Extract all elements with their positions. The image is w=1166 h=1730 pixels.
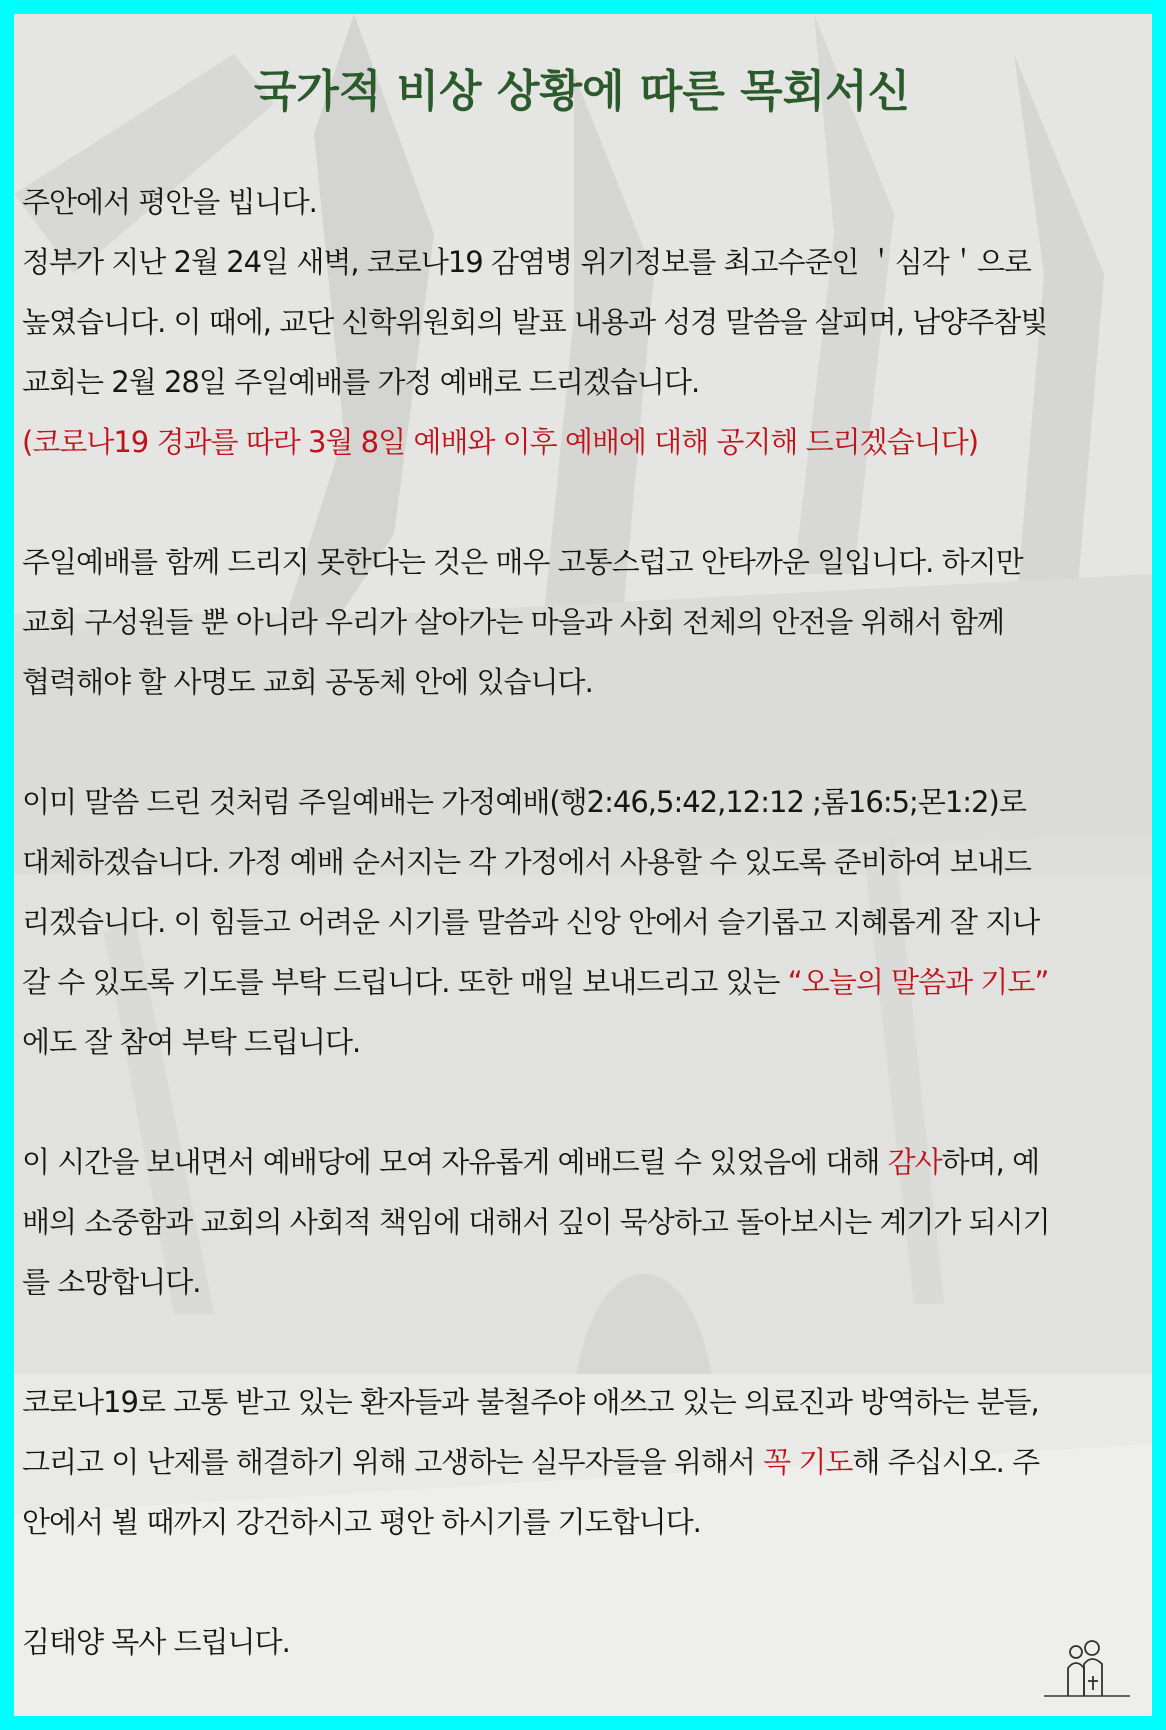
letter-content (14, 62, 1152, 1672)
paragraph-3-line-5: 에도 잘 참여 부탁 드립니다. (22, 1025, 361, 1059)
paragraph-3-line-3: 리겠습니다. 이 힘들고 어려운 시기를 말씀과 신앙 안에서 슬기롭고 지혜롭게 잘 지나 (22, 905, 1040, 939)
paragraph-3-line-2: 대체하겠습니다. 가정 예배 순서지는 각 가정에서 사용할 수 있도록 준비하여 보내드 (22, 845, 1031, 879)
paragraph-4-line-1 (22, 1132, 1142, 1192)
paragraph-gap (22, 472, 1142, 532)
paragraph-5-line-1: 코로나19로 고통 받고 있는 환자들과 불철주야 애쓰고 있는 의료진과 방역하는 분들, (22, 1385, 1039, 1419)
signature-line: 김태양 목사 드립니다. (22, 1625, 290, 1659)
greeting-line: 주안에서 평안을 빕니다. (22, 185, 317, 219)
paragraph-1-line-3: 교회는 2월 28일 주일예배를 가정 예배로 드리겠습니다. (22, 365, 700, 399)
paragraph-5-line-2 (22, 1432, 1142, 1492)
thanks-highlight: 감사 (887, 1145, 942, 1179)
paragraph-2-line-3: 협력해야 할 사명도 교회 공동체 안에 있습니다. (22, 665, 593, 699)
paragraph-3-line-4 (22, 952, 1142, 1012)
paragraph-4-line-3: 를 소망합니다. (22, 1265, 201, 1299)
paragraph-1-line-2: 높였습니다. 이 때에, 교단 신학위원회의 발표 내용과 성경 말씀을 살피며, 남양주참빛 (22, 305, 1048, 339)
paragraph-gap (22, 1072, 1142, 1132)
paragraph-gap (22, 1312, 1142, 1372)
paragraph-4-line-1-text-b: 하며, 예 (941, 1145, 1040, 1179)
paragraph-4-line-2: 배의 소중함과 교회의 사회적 책임에 대해서 깊이 묵상하고 돌아보시는 계기가 되시기 (22, 1205, 1050, 1239)
paragraph-4-line-1-text-a: 이 시간을 보내면서 예배당에 모여 자유롭게 예배드릴 수 있었음에 대해 (22, 1145, 888, 1179)
church-family-logo-icon (1042, 1638, 1132, 1700)
paragraph-5-line-2-text-b: 해 주십시오. 주 (852, 1445, 1040, 1479)
covid-notice-line: (코로나19 경과를 따라 3월 8일 예배와 이후 예배에 대해 공지해 드리겠습니다) (22, 425, 979, 459)
pray-highlight: 꼭 기도 (763, 1445, 853, 1479)
paragraph-5-line-3: 안에서 뵐 때까지 강건하시고 평안 하시기를 기도합니다. (22, 1505, 701, 1539)
paragraph-2-line-1: 주일예배를 함께 드리지 못한다는 것은 매우 고통스럽고 안타까운 일입니다. 하지만 (22, 545, 1023, 579)
paragraph-1-line-1: 정부가 지난 2월 24일 새벽, 코로나19 감염병 위기정보를 최고수준인 ＇심각＇으로 (22, 245, 1031, 279)
paragraph-gap (22, 712, 1142, 772)
page-title: 국가적 비상 상황에 따른 목회서신 (253, 66, 911, 117)
paragraph-5-line-2-text-a: 그리고 이 난제를 해결하기 위해 고생하는 실무자들을 위해서 (22, 1445, 764, 1479)
paragraph-gap (22, 1552, 1142, 1612)
paragraph-2-line-2: 교회 구성원들 뿐 아니라 우리가 살아가는 마을과 사회 전체의 안전을 위해서 함께 (22, 605, 1004, 639)
paragraph-3-line-1: 이미 말씀 드린 것처럼 주일예배는 가정예배(행2:46,5:42,12:12 ;롬16:5;몬1:2)로 (22, 785, 1026, 819)
paragraph-3-line-4-text: 갈 수 있도록 기도를 부탁 드립니다. 또한 매일 보내드리고 있는 (22, 965, 788, 999)
letter-body (22, 172, 1142, 1672)
daily-word-prayer-highlight: “오늘의 말씀과 기도” (787, 965, 1049, 999)
